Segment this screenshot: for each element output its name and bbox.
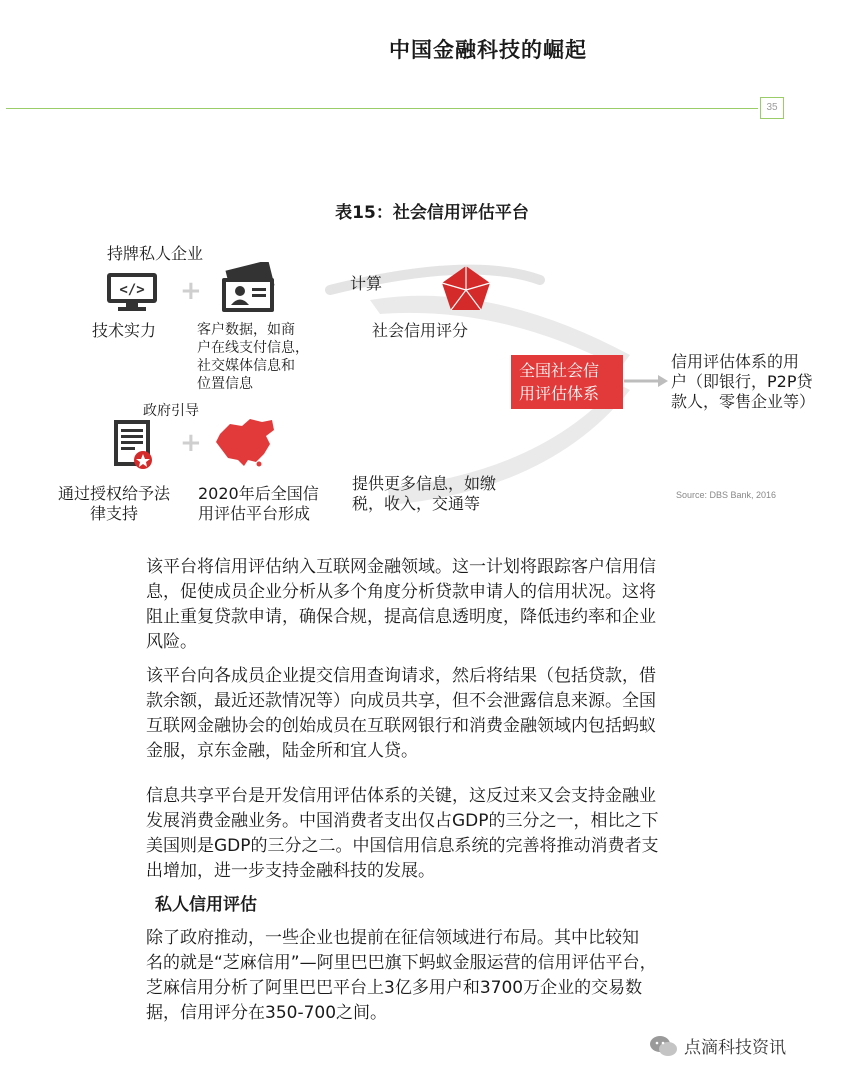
customer-data-line: 户在线支付信息， xyxy=(197,340,309,356)
legal-support-label xyxy=(44,484,184,524)
private-enterprise-label: 持牌私人企业 xyxy=(107,244,204,263)
document-title: 中国金融科技的崛起 xyxy=(389,38,587,62)
paragraph-line: 名的就是“芝麻信用”—阿里巴巴旗下蚂蚁金服运营的信用评估平台， xyxy=(146,953,657,973)
more-info-line: 税，收入，交通等 xyxy=(352,494,481,513)
national-credit-system-box xyxy=(511,355,623,409)
header-rule xyxy=(6,108,758,109)
more-info-line: 提供更多信息，如缴 xyxy=(352,474,497,493)
users-line: 户（即银行，P2P贷 xyxy=(671,372,813,391)
paragraph-line: 信息共享平台是开发信用评估体系的关键，这反过来又会支持金融业 xyxy=(146,786,656,806)
national-system-line: 用评估体系 xyxy=(519,384,600,403)
paragraph-line: 该平台向各成员企业提交信用查询请求，然后将结果（包括贷款，借 xyxy=(146,666,656,686)
legal-line: 律支持 xyxy=(89,504,138,523)
paragraph-line: 款余额，最近还款情况等）向成员共享，但不会泄露信息来源。全国 xyxy=(146,691,656,711)
paragraph-3 xyxy=(146,784,796,884)
users-line: 款人，零售企业等） xyxy=(671,392,816,411)
paragraph-line: 互联网金融协会的创始成员在互联网银行和消费金融领域内包括蚂蚁 xyxy=(146,716,656,736)
customer-data-line: 社交媒体信息和 xyxy=(197,358,295,374)
credit-score-label: 社会信用评分 xyxy=(372,321,469,340)
calculate-label: 计算 xyxy=(350,274,383,293)
paragraph-line: 据，信用评分在350-700之间。 xyxy=(146,1003,388,1023)
customer-data-line: 位置信息 xyxy=(197,376,253,392)
customer-data-line: 客户数据，如商 xyxy=(197,322,295,338)
paragraph-line: 发展消费金融业务。中国消费者支出仅占GDP的三分之一，相比之下 xyxy=(146,811,659,831)
tech-strength-label: 技术实力 xyxy=(92,321,157,340)
paragraph-line: 息，促使成员企业分析从多个角度分析贷款申请人的信用状况。这将 xyxy=(146,582,656,602)
government-guidance-label: 政府引导 xyxy=(143,403,199,419)
paragraph-line: 美国则是GDP的三分之二。中国信用信息系统的完善将推动消费者支 xyxy=(146,836,659,856)
figure-source: Source: DBS Bank, 2016 xyxy=(676,490,777,500)
paragraph-line: 金服，京东金融，陆金所和宜人贷。 xyxy=(146,741,418,761)
page-number: 35 xyxy=(760,97,784,119)
legal-line: 通过授权给予法 xyxy=(57,484,170,503)
paragraph-4 xyxy=(146,926,796,1026)
watermark xyxy=(648,1030,846,1060)
paragraph-line: 除了政府推动，一些企业也提前在征信领域进行布局。其中比较知 xyxy=(146,928,639,948)
pentagon-score-icon xyxy=(440,264,492,312)
paragraph-line: 阻止重复贷款申请，确保合规，提高信息透明度，降低违约率和企业 xyxy=(146,607,656,627)
arrow-right-icon xyxy=(624,374,668,388)
paragraph-1 xyxy=(146,555,796,655)
platform-line: 用评估平台形成 xyxy=(198,504,311,523)
section-subheading: 私人信用评估 xyxy=(155,895,257,915)
paragraph-line: 芝麻信用分析了阿里巴巴平台上3亿多用户和3700万企业的交易数 xyxy=(146,978,643,998)
plus-icon: + xyxy=(180,428,202,458)
code-monitor-icon xyxy=(106,272,158,312)
national-system-line: 全国社会信 xyxy=(519,361,600,380)
platform-line: 2020年后全国信 xyxy=(198,484,319,503)
paragraph-line: 出增加，进一步支持金融科技的发展。 xyxy=(146,861,435,881)
paragraph-line: 风险。 xyxy=(146,632,197,652)
customer-data-label xyxy=(197,321,327,393)
paragraph-line: 该平台将信用评估纳入互联网金融领域。这一计划将跟踪客户信用信 xyxy=(146,557,656,577)
svg-text:</>: </> xyxy=(119,282,145,298)
figure-title: 表15：社会信用评估平台 xyxy=(335,203,529,223)
china-map-icon xyxy=(214,416,276,468)
id-card-icon xyxy=(220,262,276,316)
platform-2020-label xyxy=(198,484,338,524)
watermark-text: 点滴科技资讯 xyxy=(684,1038,786,1058)
plus-icon: + xyxy=(180,276,202,306)
more-info-label xyxy=(352,474,532,514)
system-users-label xyxy=(671,352,846,412)
certificate-icon xyxy=(112,418,156,474)
paragraph-2 xyxy=(146,664,796,764)
users-line: 信用评估体系的用 xyxy=(671,352,800,371)
wechat-icon xyxy=(648,1034,678,1058)
